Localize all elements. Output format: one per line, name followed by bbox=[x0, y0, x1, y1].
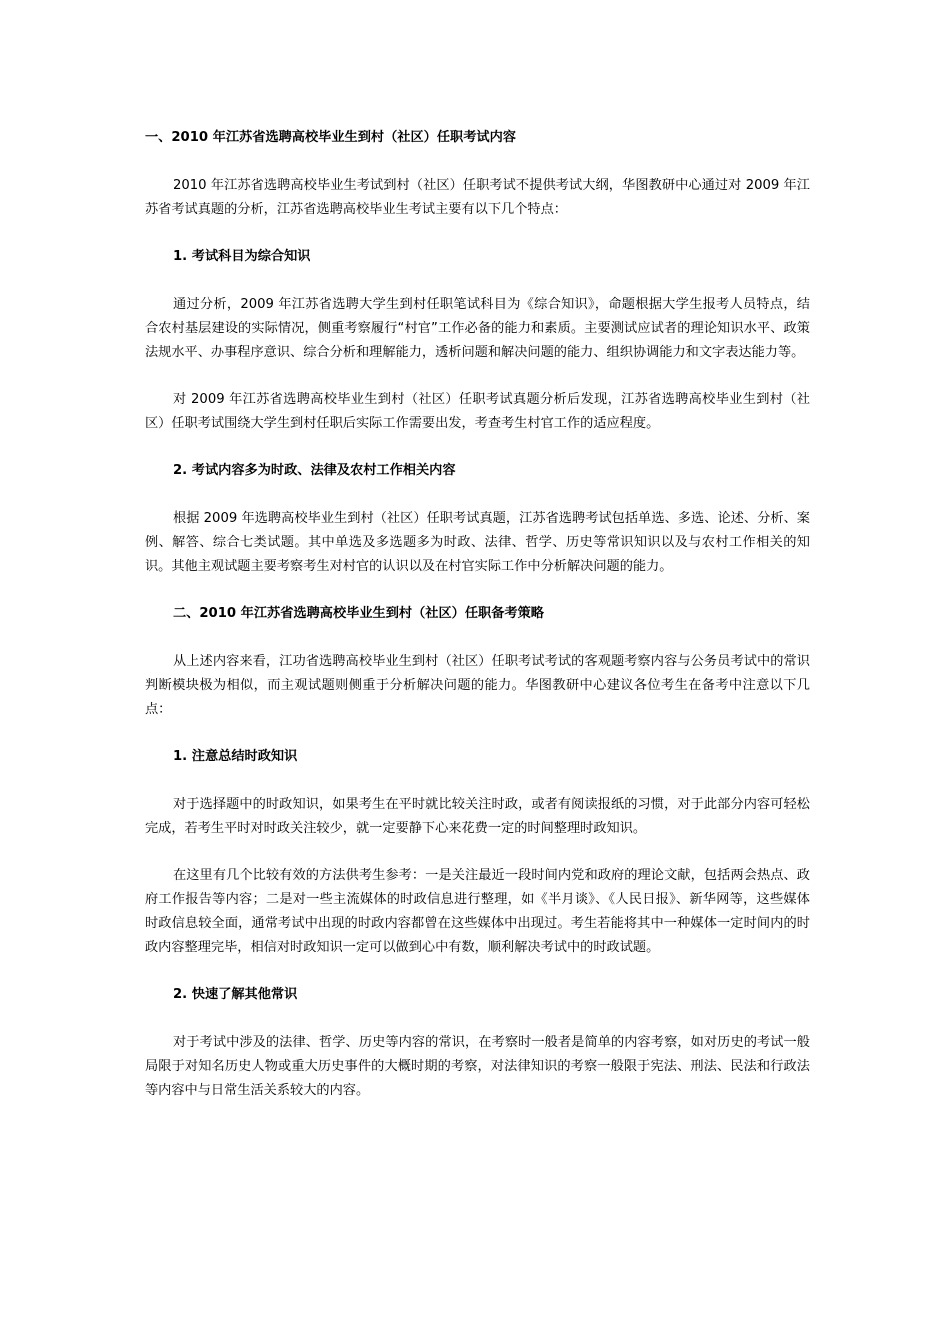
subheading-content: 2. 考试内容多为时政、法律及农村工作相关内容 bbox=[173, 463, 456, 478]
heading-exam-content: 一、2010 年江苏省选聘高校毕业生到村（社区）任职考试内容 bbox=[145, 130, 516, 145]
paragraph-intro: 2010 年江苏省选聘高校毕业生考试到村（社区）任职考试不提供考试大纲，华图教研中心通过对 2009 年江苏省考试真题的分析，江苏省选聘高校毕业生考试主要有以下几个特点： bbox=[145, 178, 810, 217]
paragraph-subject-analysis: 通过分析，2009 年江苏省选聘大学生到村任职笔试科目为《综合知识》，命题根据大学生报考人员特点，结合农村基层建设的实际情况，侧重考察履行“村官”工作必备的能力和素质。主要测试应试者的理论知识水平、政策法规水平、办事程序意识、综合分析和理解能力，透析问题和解决问题的能力、组织协调能力和文字表达能力等。 bbox=[145, 297, 810, 360]
subheading-general-knowledge: 2. 快速了解其他常识 bbox=[173, 987, 298, 1002]
paragraph-strategy-intro: 从上述内容来看，江功省选聘高校毕业生到村（社区）任职考试考试的客观题考察内容与公务员考试中的常识判断模块极为相似，而主观试题则侧重于分析解决问题的能力。华图教研中心建议各位考生在备考中注意以下几点： bbox=[145, 654, 810, 717]
paragraph-current-affairs: 对于选择题中的时政知识，如果考生在平时就比较关注时政，或者有阅读报纸的习惯，对于此部分内容可轻松完成，若考生平时对时政关注较少，就一定要静下心来花费一定的时间整理时政知识。 bbox=[145, 797, 810, 836]
paragraph-content: 根据 2009 年选聘高校毕业生到村（社区）任职考试真题，江苏省选聘考试包括单选、多选、论述、分析、案例、解答、综合七类试题。其中单选及多选题多为时政、法律、哲学、历史等常识知识以及与农村工作相关的知识。其他主观试题主要考察考生对村官的认识以及在村官实际工作中分析解决问题的能力。 bbox=[145, 511, 810, 574]
subheading-current-affairs: 1. 注意总结时政知识 bbox=[173, 749, 298, 764]
paragraph-general-knowledge: 对于考试中涉及的法律、哲学、历史等内容的常识，在考察时一般者是简单的内容考察，如对历史的考试一般局限于对知名历史人物或重大历史事件的大概时期的考察，对法律知识的考察一般限于宪法、刑法、民法和行政法等内容中与日常生活关系较大的内容。 bbox=[145, 1035, 810, 1098]
paragraph-subject-findings: 对 2009 年江苏省选聘高校毕业生到村（社区）任职考试真题分析后发现，江苏省选聘高校毕业生到村（社区）任职考试围绕大学生到村任职后实际工作需要出发，考查考生村官工作的适应程度。 bbox=[145, 392, 810, 431]
subheading-subject: 1. 考试科目为综合知识 bbox=[173, 249, 311, 264]
heading-strategy: 二、2010 年江苏省选聘高校毕业生到村（社区）任职备考策略 bbox=[173, 606, 544, 621]
paragraph-methods: 在这里有几个比较有效的方法供考生参考：一是关注最近一段时间内党和政府的理论文献，包括两会热点、政府工作报告等内容；二是对一些主流媒体的时政信息进行整理，如《半月谈》、《人民日报》、新华网等，这些媒体时政信息较全面，通常考试中出现的时政内容都曾在这些媒体中出现过。考生若能将其中一种媒体一定时间内的时政内容整理完毕，相信对时政知识一定可以做到心中有数，顺利解决考试中的时政试题。 bbox=[145, 868, 810, 955]
